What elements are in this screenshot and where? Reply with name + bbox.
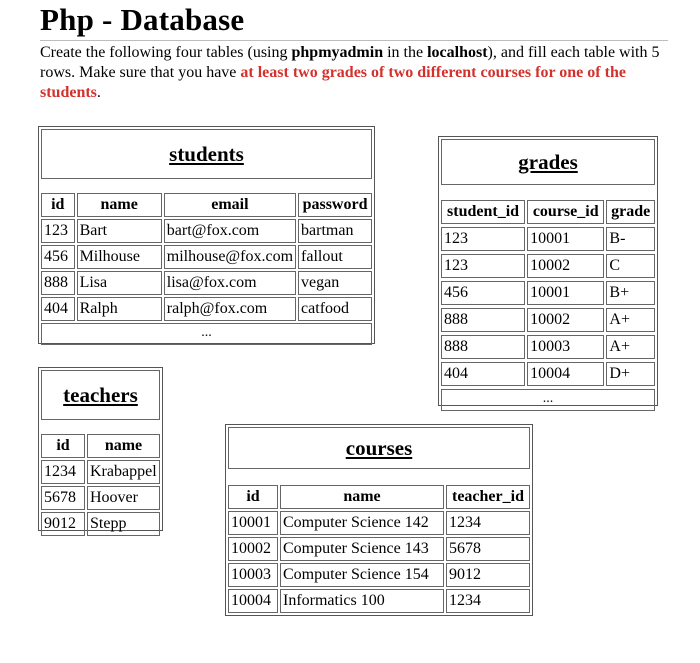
column-header: password: [298, 193, 372, 217]
table-cell: 10004: [228, 589, 278, 613]
grades-grid: [439, 197, 657, 389]
column-header: name: [87, 434, 160, 458]
table-cell: Informatics 100: [280, 589, 444, 613]
table-cell: 123: [441, 227, 525, 251]
table-header-row: [228, 485, 530, 509]
column-header: id: [41, 193, 75, 217]
table-cell: vegan: [298, 271, 372, 295]
table-cell: 888: [441, 335, 525, 359]
table-cell: bartman: [298, 219, 372, 243]
table-row: [228, 511, 530, 535]
page-title: Php - Database: [40, 2, 245, 37]
courses-grid: [226, 483, 532, 615]
table-cell: Computer Science 143: [280, 537, 444, 561]
table-cell: fallout: [298, 245, 372, 269]
intro-text-3: ), and fill each table with 5 rows. Make sure that you have: [40, 44, 660, 81]
table-header-row: [441, 200, 655, 224]
table-row: [41, 486, 160, 510]
table-cell: 123: [441, 254, 525, 278]
table-cell: 1234: [446, 511, 530, 535]
table-row: [41, 297, 372, 321]
table-cell: 123: [41, 219, 75, 243]
intro-bold-phpmyadmin: phpmyadmin: [291, 44, 384, 61]
table-row: [441, 227, 655, 251]
table-cell: 10004: [527, 362, 604, 386]
table-cell: ralph@fox.com: [164, 297, 296, 321]
column-header: email: [164, 193, 296, 217]
table-header-row: [41, 434, 160, 458]
table-cell: 404: [41, 297, 75, 321]
table-cell: Krabappel: [87, 460, 160, 484]
table-cell: Computer Science 142: [280, 511, 444, 535]
column-header: id: [228, 485, 278, 509]
table-cell: Milhouse: [77, 245, 162, 269]
grades-table: [438, 136, 658, 406]
more-rows-indicator: ...: [441, 389, 655, 411]
table-row: [228, 589, 530, 613]
intro-paragraph: [40, 43, 665, 103]
teachers-table: [38, 367, 163, 531]
table-cell: 456: [441, 281, 525, 305]
intro-bold-localhost: localhost: [427, 44, 488, 61]
table-cell: B-: [606, 227, 655, 251]
students-table: [38, 126, 375, 344]
table-row: [41, 219, 372, 243]
table-cell: 10002: [527, 254, 604, 278]
table-cell: Hoover: [87, 486, 160, 510]
grades-caption: grades: [441, 139, 655, 185]
column-header: student_id: [441, 200, 525, 224]
table-row: [441, 254, 655, 278]
table-cell: 5678: [41, 486, 85, 510]
column-header: name: [280, 485, 444, 509]
table-cell: Lisa: [77, 271, 162, 295]
intro-highlight: at least two grades of two different courses for one of the students: [40, 64, 626, 101]
table-cell: Ralph: [77, 297, 162, 321]
table-row: [441, 362, 655, 386]
table-cell: 404: [441, 362, 525, 386]
column-header: grade: [606, 200, 655, 224]
courses-table: [225, 424, 533, 616]
students-caption: students: [41, 129, 372, 179]
courses-caption: courses: [228, 427, 530, 469]
table-cell: Stepp: [87, 512, 160, 536]
table-row: [228, 563, 530, 587]
table-cell: 10003: [228, 563, 278, 587]
students-grid: [39, 191, 374, 323]
table-row: [41, 460, 160, 484]
table-cell: B+: [606, 281, 655, 305]
table-cell: 1234: [446, 589, 530, 613]
table-cell: lisa@fox.com: [164, 271, 296, 295]
table-cell: 456: [41, 245, 75, 269]
table-cell: 888: [41, 271, 75, 295]
table-cell: Bart: [77, 219, 162, 243]
table-cell: C: [606, 254, 655, 278]
table-cell: milhouse@fox.com: [164, 245, 296, 269]
table-cell: D+: [606, 362, 655, 386]
column-header: course_id: [527, 200, 604, 224]
table-row: [41, 512, 160, 536]
intro-text-2: in the: [383, 44, 428, 61]
table-cell: 9012: [41, 512, 85, 536]
table-cell: A+: [606, 308, 655, 332]
title-divider: [40, 40, 668, 41]
table-cell: Computer Science 154: [280, 563, 444, 587]
table-cell: 10003: [527, 335, 604, 359]
more-rows-indicator: ...: [41, 323, 372, 345]
column-header: name: [77, 193, 162, 217]
table-cell: 10002: [228, 537, 278, 561]
table-cell: 888: [441, 308, 525, 332]
column-header: teacher_id: [446, 485, 530, 509]
table-cell: 10001: [228, 511, 278, 535]
table-row: [228, 537, 530, 561]
intro-text-4: .: [96, 84, 101, 101]
intro-text-1: Create the following four tables (using: [40, 44, 292, 61]
table-cell: 5678: [446, 537, 530, 561]
teachers-grid: [39, 432, 162, 538]
table-row: [41, 245, 372, 269]
table-row: [441, 281, 655, 305]
table-row: [441, 335, 655, 359]
table-cell: 10002: [527, 308, 604, 332]
table-row: [441, 308, 655, 332]
table-header-row: [41, 193, 372, 217]
teachers-caption: teachers: [41, 370, 160, 420]
table-row: [41, 271, 372, 295]
table-cell: 10001: [527, 227, 604, 251]
table-cell: 9012: [446, 563, 530, 587]
column-header: id: [41, 434, 85, 458]
table-cell: A+: [606, 335, 655, 359]
table-cell: catfood: [298, 297, 372, 321]
table-cell: 10001: [527, 281, 604, 305]
table-cell: 1234: [41, 460, 85, 484]
table-cell: bart@fox.com: [164, 219, 296, 243]
